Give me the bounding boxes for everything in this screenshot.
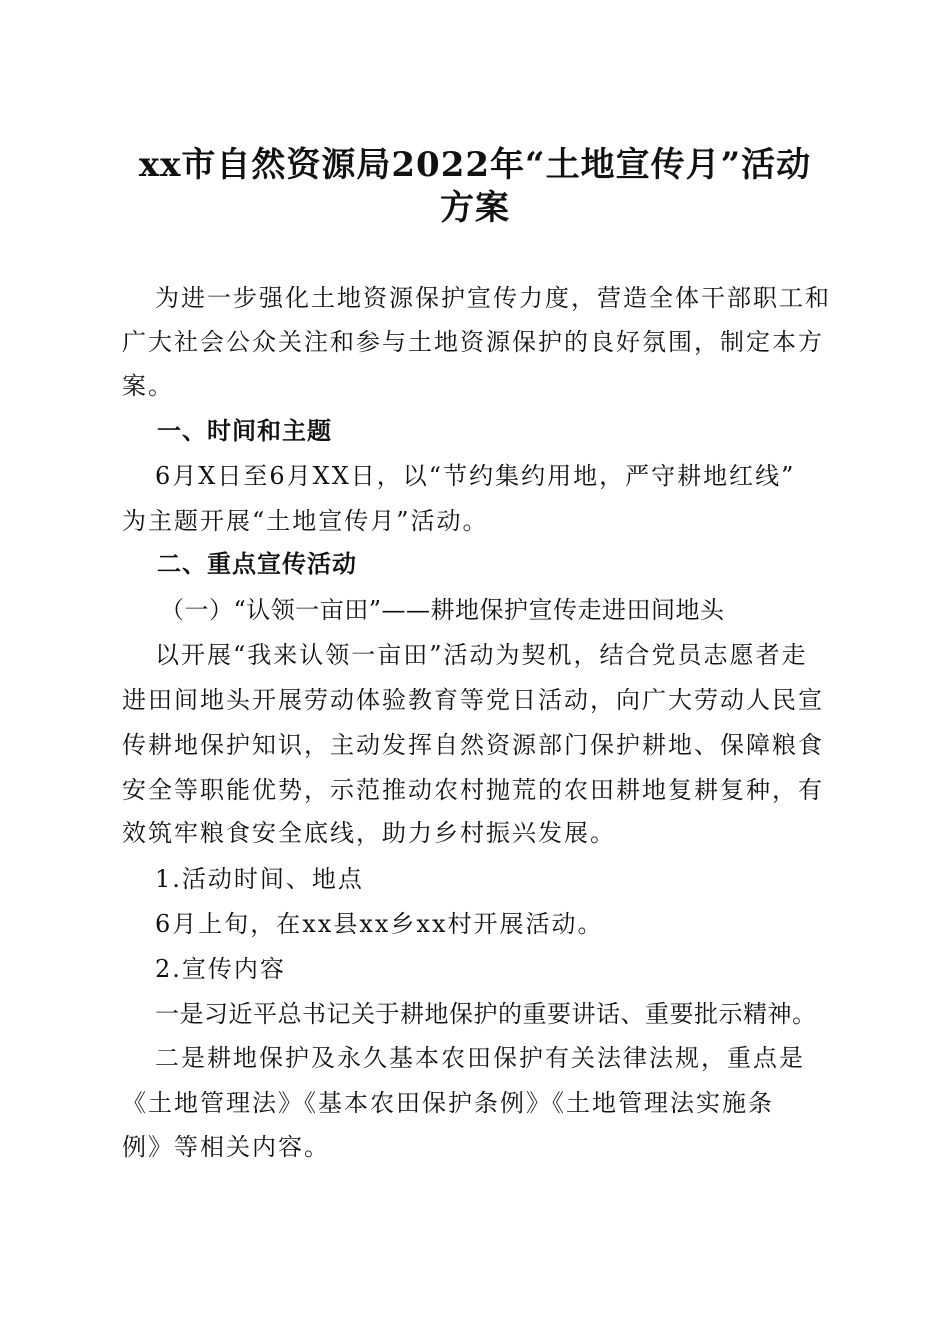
section-heading-key-activities: 二、重点宣传活动 xyxy=(157,550,357,578)
paragraph-line: 6月上旬，在xx县xx乡xx村开展活动。 xyxy=(155,910,604,938)
document-title-line-1: xx市自然资源局2022年“土地宣传月”活动 xyxy=(138,145,812,185)
paragraph-line: 二是耕地保护及永久基本农田保护有关法律法规，重点是 xyxy=(155,1044,805,1072)
paragraph-line: 进田间地头开展劳动体验教育等党日活动，向广大劳动人民宣 xyxy=(122,686,824,714)
list-item-heading: 1.活动时间、地点 xyxy=(155,865,364,893)
subsection-heading: （一）“认领一亩田”——耕地保护宣传走进田间地头 xyxy=(160,596,725,624)
paragraph-line: 广大社会公众关注和参与土地资源保护的良好氛围，制定本方 xyxy=(122,328,824,356)
paragraph-line: 效筑牢粮食安全底线，助力乡村振兴发展。 xyxy=(122,819,616,847)
list-item-heading: 2.宣传内容 xyxy=(155,955,286,983)
paragraph-line: 为主题开展“土地宣传月”活动。 xyxy=(122,507,489,535)
paragraph-line: 一是习近平总书记关于耕地保护的重要讲话、重要批示精神。 xyxy=(155,1000,817,1028)
section-heading-time-theme: 一、时间和主题 xyxy=(157,417,332,445)
paragraph-line: 传耕地保护知识，主动发挥自然资源部门保护耕地、保障粮食 xyxy=(122,731,824,759)
paragraph-line: 安全等职能优势，示范推动农村抛荒的农田耕地复耕复种，有 xyxy=(122,776,824,804)
paragraph-line: 例》等相关内容。 xyxy=(122,1133,330,1161)
paragraph-line: 以开展“我来认领一亩田”活动为契机，结合党员志愿者走 xyxy=(155,641,808,669)
paragraph-line: 《土地管理法》《基本农田保护条例》《土地管理法实施条 xyxy=(122,1089,774,1117)
paragraph-line: 案。 xyxy=(122,372,174,400)
document-title-line-2: 方案 xyxy=(440,188,510,228)
paragraph-line: 为进一步强化土地资源保护宣传力度，营造全体干部职工和 xyxy=(155,284,831,312)
paragraph-line: 6月X日至6月XX日，以“节约集约用地，严守耕地红线” xyxy=(155,462,796,490)
